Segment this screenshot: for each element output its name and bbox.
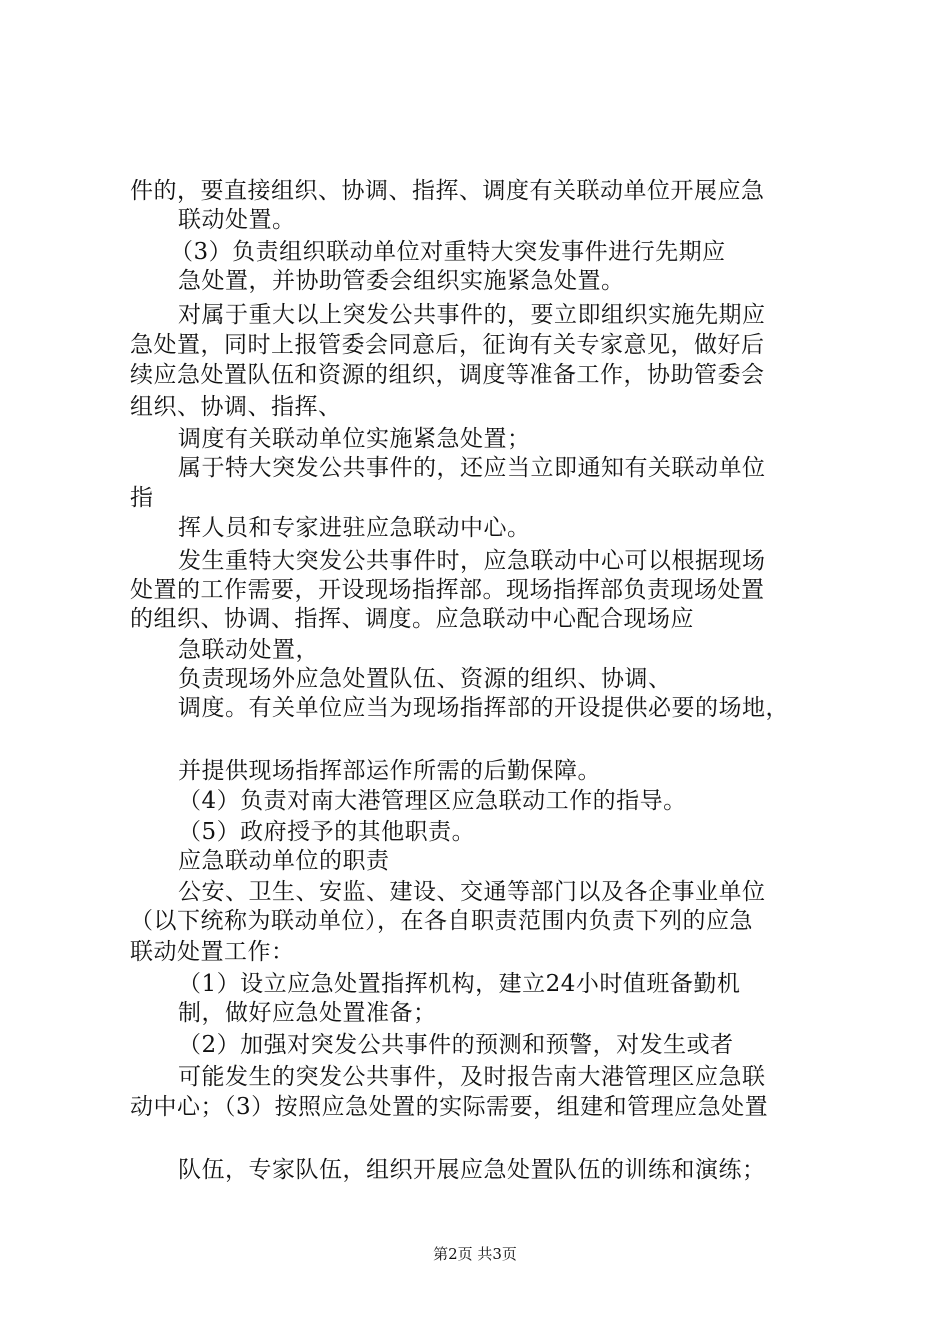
text-line: 急处置，同时上报管委会同意后，征询有关专家意见，做好后 — [130, 332, 765, 358]
text-line: 发生重特大突发公共事件时，应急联动中心可以根据现场 — [178, 548, 766, 574]
text-line: 处置的工作需要，开设现场指挥部。现场指挥部负责现场处置 — [130, 577, 765, 603]
text-line: 续应急处置队伍和资源的组织，调度等准备工作，协助管委会 — [130, 362, 765, 388]
text-line: 制，做好应急处置准备； — [178, 1000, 437, 1026]
text-line: 应急联动单位的职责 — [178, 848, 390, 874]
text-line: 联动处置。 — [178, 207, 296, 233]
text-line: 急处置，并协助管委会组织实施紧急处置。 — [178, 268, 625, 294]
text-line: 公安、卫生、安监、建设、交通等部门以及各企事业单位 — [178, 879, 766, 905]
page-number-footer: 第2页 共3页 — [433, 1245, 517, 1263]
text-line: 对属于重大以上突发公共事件的，要立即组织实施先期应 — [178, 302, 766, 328]
text-line: 动中心；（3）按照应急处置的实际需要，组建和管理应急处置 — [130, 1094, 769, 1120]
text-line: 指 — [130, 485, 154, 511]
text-line: 可能发生的突发公共事件，及时报告南大港管理区应急联 — [178, 1064, 766, 1090]
text-line: 队伍，专家队伍，组织开展应急处置队伍的训练和演练； — [178, 1157, 766, 1183]
text-line: （3）负责组织联动单位对重特大突发事件进行先期应 — [170, 239, 726, 265]
text-line: （4）负责对南大港管理区应急联动工作的指导。 — [178, 788, 687, 814]
text-line: 挥人员和专家进驻应急联动中心。 — [178, 515, 531, 541]
text-line: 负责现场外应急处置队伍、资源的组织、协调、 — [178, 666, 672, 692]
text-line: 调度有关联动单位实施紧急处置； — [178, 426, 531, 452]
text-line: 属于特大突发公共事件的，还应当立即通知有关联动单位 — [178, 455, 766, 481]
text-line: 调度。有关单位应当为现场指挥部的开设提供必要的场地， — [178, 695, 789, 721]
text-line: 的组织、协调、指挥、调度。应急联动中心配合现场应 — [130, 606, 694, 632]
text-line: 急联动处置， — [178, 637, 319, 663]
text-line: （5）政府授予的其他职责。 — [178, 819, 476, 845]
text-line: （1）设立应急处置指挥机构，建立24小时值班备勤机 — [178, 971, 741, 997]
text-line: 联动处置工作： — [130, 939, 295, 965]
text-line: 并提供现场指挥部运作所需的后勤保障。 — [178, 758, 601, 784]
text-line: 件的，要直接组织、协调、指挥、调度有关联动单位开展应急 — [130, 178, 765, 204]
text-line: （2）加强对突发公共事件的预测和预警，对发生或者 — [178, 1032, 734, 1058]
text-line: （以下统称为联动单位），在各自职责范围内负责下列的应急 — [130, 908, 753, 934]
text-line: 组织、协调、指挥、 — [130, 394, 342, 420]
